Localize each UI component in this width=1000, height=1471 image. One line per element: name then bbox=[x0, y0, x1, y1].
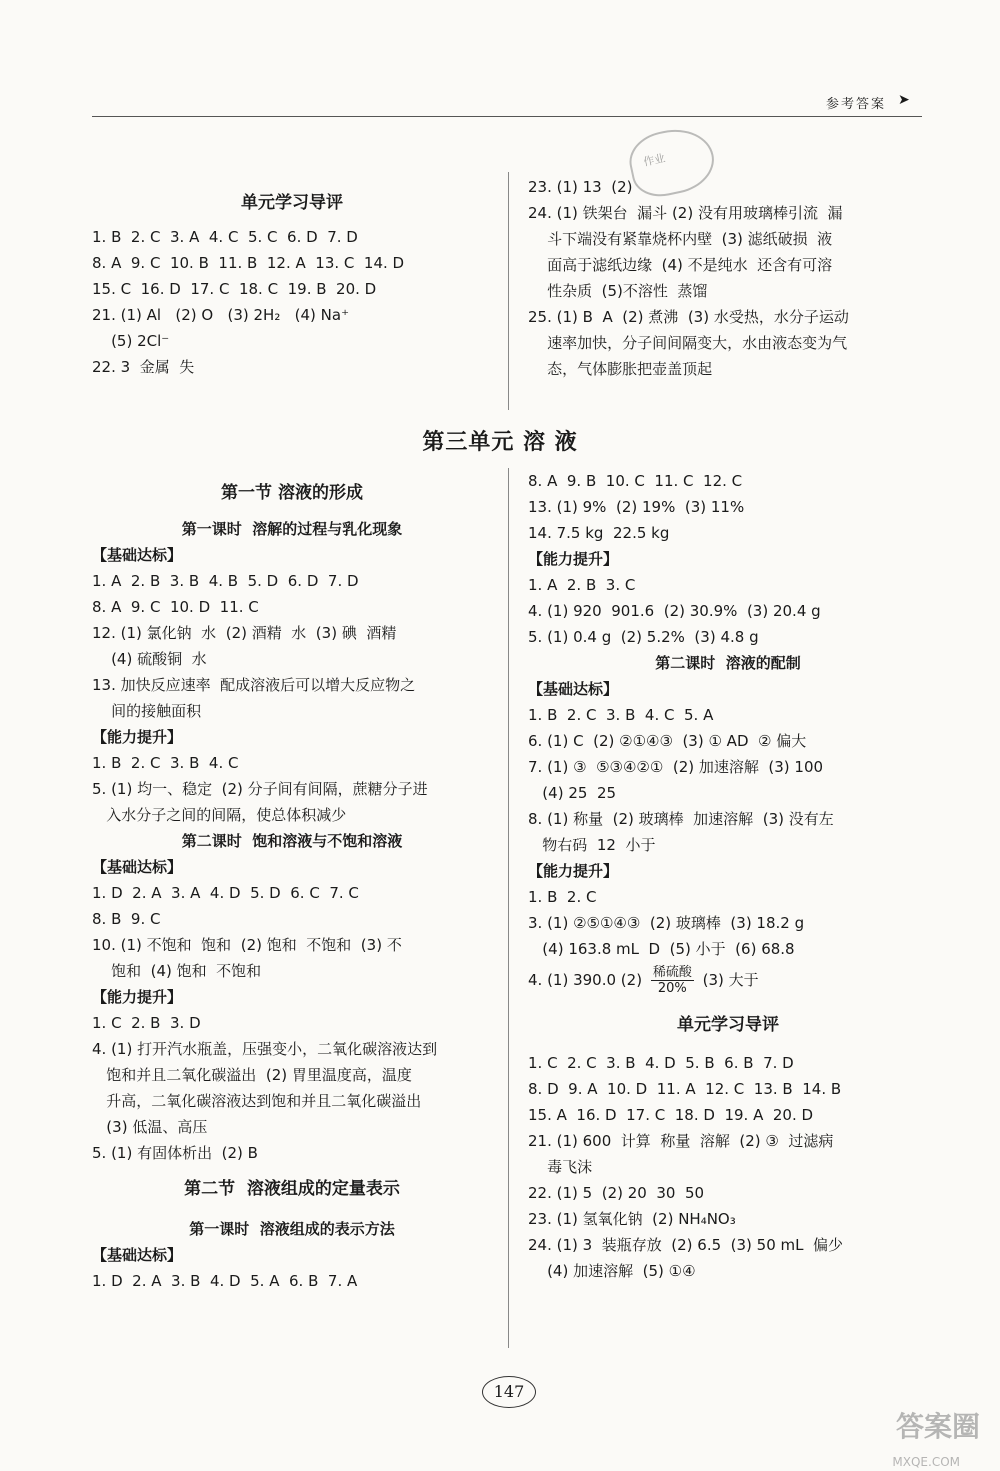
category-label: 【基础达标】 bbox=[528, 680, 619, 698]
answer-suffix: (3) 大于 bbox=[702, 971, 759, 989]
answer-line: 1. B 2. C 3. B 4. C 5. A bbox=[528, 706, 714, 724]
top-right-column bbox=[528, 174, 928, 382]
header-divider bbox=[92, 116, 922, 117]
answer-line: 4. (1) 打开汽水瓶盖，压强变小，二氧化碳溶液达到 bbox=[92, 1040, 438, 1058]
section-heading: 第二节 溶液组成的定量表示 bbox=[184, 1179, 400, 1199]
category-label: 【能力提升】 bbox=[92, 728, 183, 746]
answer-line: 23. (1) 13 (2) bbox=[528, 178, 633, 196]
answer-line: 性杂质 (5)不溶性 蒸馏 bbox=[528, 282, 708, 300]
answer-line: 1. B 2. C 3. A 4. C 5. C 6. D 7. D bbox=[92, 228, 358, 246]
header-label: 参考答案 bbox=[826, 97, 887, 112]
answer-line: 1. A 2. B 3. C bbox=[528, 576, 636, 594]
watermark-url: MXQE.COM bbox=[892, 1455, 960, 1469]
answer-line: 5. (1) 有固体析出 (2) B bbox=[92, 1144, 258, 1162]
answer-line: 8. A 9. C 10. B 11. B 12. A 13. C 14. D bbox=[92, 254, 405, 272]
answer-line: 8. B 9. C bbox=[92, 910, 161, 928]
answer-line: 4. (1) 920 901.6 (2) 30.9% (3) 20.4 g bbox=[528, 602, 821, 620]
answer-line: 饱和并且二氧化碳溢出 (2) 胃里温度高，温度 bbox=[92, 1066, 412, 1084]
answer-line: 间的接触面积 bbox=[92, 702, 202, 720]
lesson-heading: 第一课时 溶液组成的表示方法 bbox=[189, 1220, 395, 1238]
answer-line: 3. (1) ②⑤①④③ (2) 玻璃棒 (3) 18.2 g bbox=[528, 914, 805, 932]
category-label: 【能力提升】 bbox=[528, 862, 619, 880]
answer-line: (4) 硫酸铜 水 bbox=[92, 650, 207, 668]
watermark-logo: 答案圈 bbox=[895, 1410, 980, 1443]
left-column bbox=[92, 480, 492, 1294]
fraction-answer-line bbox=[528, 962, 928, 998]
section-heading: 单元学习导评 bbox=[241, 193, 343, 213]
answer-line: 入水分子之间的间隔，使总体积减少 bbox=[92, 806, 347, 824]
answer-line: 1. A 2. B 3. B 4. B 5. D 6. D 7. D bbox=[92, 572, 359, 590]
fraction-numerator: 稀硫酸 bbox=[652, 965, 692, 980]
lesson-heading: 第二课时 饱和溶液与不饱和溶液 bbox=[181, 832, 403, 850]
answer-line: 饱和 (4) 饱和 不饱和 bbox=[92, 962, 262, 980]
answer-line: 速率加快，分子间间隔变大，水由液态变为气 bbox=[528, 334, 848, 352]
right-column bbox=[528, 468, 928, 1284]
category-label: 【基础达标】 bbox=[92, 858, 183, 876]
category-label: 【基础达标】 bbox=[92, 1246, 183, 1264]
stamp-logo: 作业 bbox=[624, 122, 719, 202]
answer-line: 升高，二氧化碳溶液达到饱和并且二氧化碳溢出 bbox=[92, 1092, 422, 1110]
answer-line: 24. (1) 铁架台 漏斗 (2) 没有用玻璃棒引流 漏 bbox=[528, 204, 843, 222]
top-left-column bbox=[92, 190, 492, 380]
answer-line: 7. (1) ③ ⑤③④②① (2) 加速溶解 (3) 100 bbox=[528, 758, 824, 776]
answer-line: 23. (1) 氢氧化钠 (2) NH₄NO₃ bbox=[528, 1210, 736, 1228]
answer-line: 1. C 2. B 3. D bbox=[92, 1014, 201, 1032]
answer-line: 12. (1) 氯化钠 水 (2) 酒精 水 (3) 碘 酒精 bbox=[92, 624, 397, 642]
answer-line: 1. D 2. A 3. A 4. D 5. D 6. C 7. C bbox=[92, 884, 359, 902]
section-heading: 单元学习导评 bbox=[677, 1015, 779, 1035]
answer-line: 1. D 2. A 3. B 4. D 5. A 6. B 7. A bbox=[92, 1272, 358, 1290]
answer-line: 8. A 9. C 10. D 11. C bbox=[92, 598, 259, 616]
unit-title: 第三单元 溶 液 bbox=[422, 429, 578, 455]
answer-line: 1. C 2. C 3. B 4. D 5. B 6. B 7. D bbox=[528, 1054, 794, 1072]
answer-line: 态，气体膨胀把壶盖顶起 bbox=[528, 360, 713, 378]
answer-line: 10. (1) 不饱和 饱和 (2) 饱和 不饱和 (3) 不 bbox=[92, 936, 402, 954]
page-number: 147 bbox=[482, 1376, 536, 1408]
answer-line: 24. (1) 3 装瓶存放 (2) 6.5 (3) 50 mL 偏少 bbox=[528, 1236, 844, 1254]
section-heading: 第一节 溶液的形成 bbox=[221, 483, 363, 503]
arrow-icon: ➤ bbox=[898, 92, 910, 108]
answer-line: 8. D 9. A 10. D 11. A 12. C 13. B 14. B bbox=[528, 1080, 842, 1098]
answer-line: 斗下端没有紧靠烧杯内壁 (3) 滤纸破损 液 bbox=[528, 230, 833, 248]
column-divider bbox=[508, 468, 509, 1348]
answer-prefix: 4. (1) 390.0 (2) bbox=[528, 971, 643, 989]
answer-line: 13. 加快反应速率 配成溶液后可以增大反应物之 bbox=[92, 676, 416, 694]
answer-line: (4) 25 25 bbox=[528, 784, 617, 802]
answer-line: 8. A 9. B 10. C 11. C 12. C bbox=[528, 472, 743, 490]
category-label: 【基础达标】 bbox=[92, 546, 183, 564]
answer-line: 21. (1) 600 计算 称量 溶解 (2) ③ 过滤病 bbox=[528, 1132, 834, 1150]
answer-line: 15. A 16. D 17. C 18. D 19. A 20. D bbox=[528, 1106, 814, 1124]
label-fraction bbox=[651, 965, 694, 996]
answer-line: 面高于滤纸边缘 (4) 不是纯水 还含有可溶 bbox=[528, 256, 833, 274]
column-divider bbox=[508, 172, 509, 410]
lesson-heading: 第一课时 溶解的过程与乳化现象 bbox=[181, 520, 403, 538]
answer-line: 6. (1) C (2) ②①④③ (3) ① AD ② 偏大 bbox=[528, 732, 807, 750]
answer-line: 1. B 2. C 3. B 4. C bbox=[92, 754, 239, 772]
answer-line: 22. 3 金属 失 bbox=[92, 358, 195, 376]
answer-line: 13. (1) 9% (2) 19% (3) 11% bbox=[528, 498, 745, 516]
answer-line: 1. B 2. C bbox=[528, 888, 597, 906]
fraction-denominator: 20% bbox=[657, 981, 687, 996]
category-label: 【能力提升】 bbox=[92, 988, 183, 1006]
answer-line: 5. (1) 0.4 g (2) 5.2% (3) 4.8 g bbox=[528, 628, 759, 646]
lesson-heading: 第二课时 溶液的配制 bbox=[655, 654, 801, 672]
answer-line: (4) 加速溶解 (5) ①④ bbox=[528, 1262, 696, 1280]
answer-line: 25. (1) B A (2) 煮沸 (3) 水受热，水分子运动 bbox=[528, 308, 849, 326]
answer-line: 22. (1) 5 (2) 20 30 50 bbox=[528, 1184, 705, 1202]
answer-line: 15. C 16. D 17. C 18. C 19. B 20. D bbox=[92, 280, 377, 298]
answer-line: 5. (1) 均一、稳定 (2) 分子间有间隔，蔗糖分子进 bbox=[92, 780, 428, 798]
answer-line: 物右码 12 小于 bbox=[528, 836, 656, 854]
answer-line: 21. (1) Al (2) O (3) 2H₂ (4) Na⁺ bbox=[92, 306, 349, 324]
answer-line: 14. 7.5 kg 22.5 kg bbox=[528, 524, 670, 542]
answer-line: 8. (1) 称量 (2) 玻璃棒 加速溶解 (3) 没有左 bbox=[528, 810, 834, 828]
category-label: 【能力提升】 bbox=[528, 550, 619, 568]
answer-line: (3) 低温、高压 bbox=[92, 1118, 208, 1136]
answer-line: (4) 163.8 mL D (5) 小于 (6) 68.8 bbox=[528, 940, 795, 958]
answer-line: 毒飞沫 bbox=[528, 1158, 593, 1176]
answer-line: (5) 2Cl⁻ bbox=[92, 332, 170, 350]
